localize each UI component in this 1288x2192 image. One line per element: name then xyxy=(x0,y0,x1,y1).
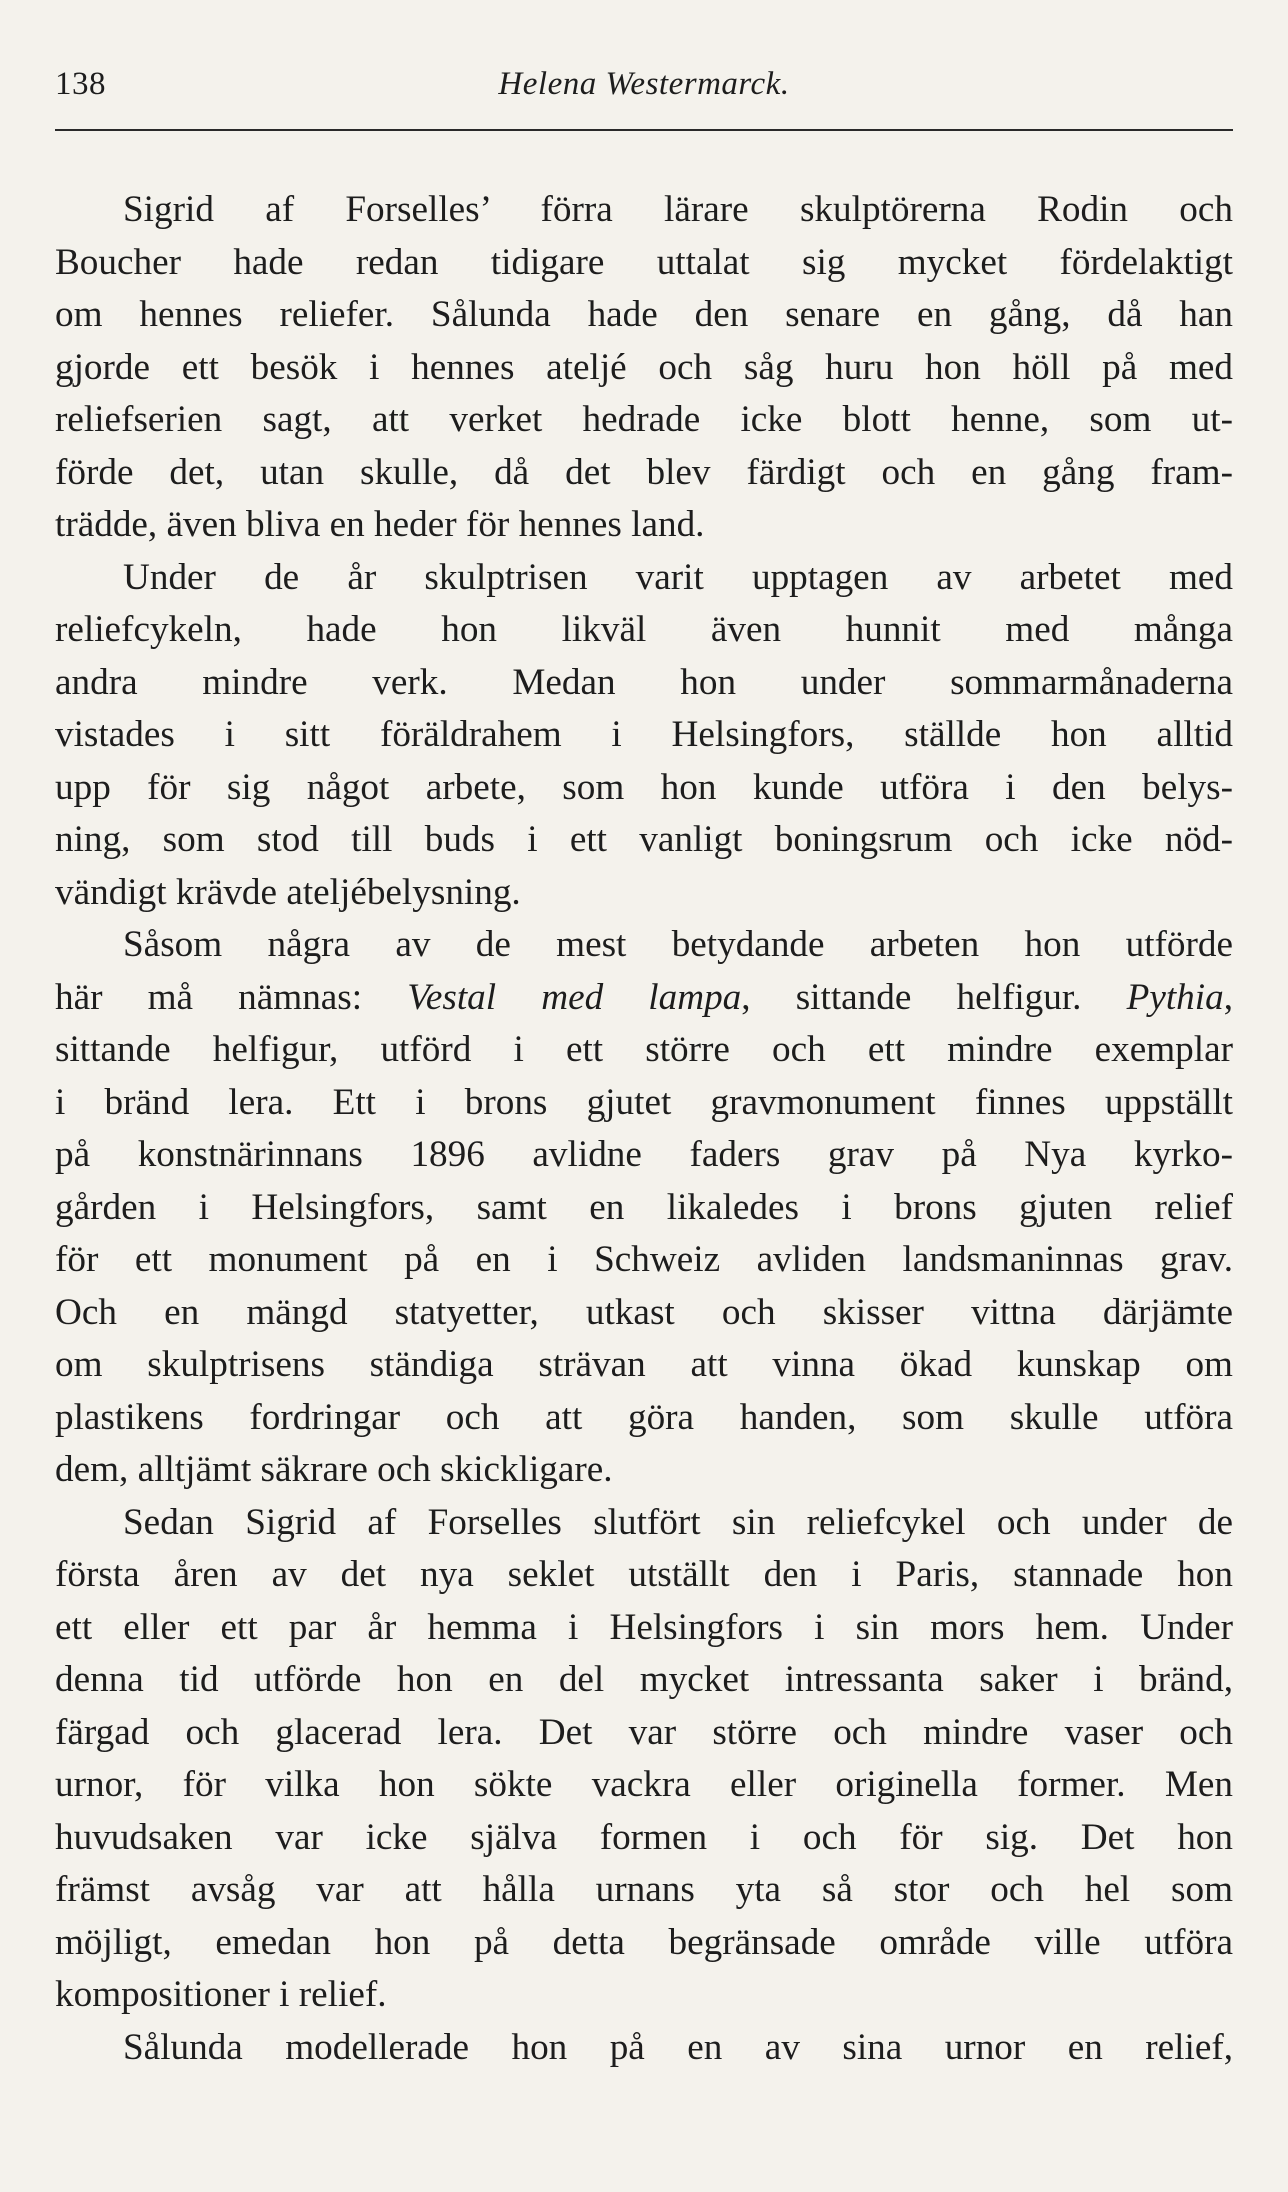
text-line: gården i Helsingfors, samt en likaledes i brons gjuten relief xyxy=(55,1186,1233,1228)
paragraph xyxy=(55,919,1233,1497)
text-line: dem, alltjämt säkrare och skickligare. xyxy=(55,1449,613,1490)
paragraph xyxy=(55,1497,1233,2022)
page-number: 138 xyxy=(55,66,106,102)
text-line: gjorde ett besök i hennes ateljé och såg huru hon höll på med xyxy=(55,346,1233,388)
text-line: förde det, utan skulle, då det blev färdigt och en gång fram- xyxy=(55,451,1233,493)
text-line: kompositioner i relief. xyxy=(55,1974,387,2015)
italic-title: Vestal med lampa xyxy=(407,976,742,1018)
text-line: första åren av det nya seklet utställt den i Paris, stannade hon xyxy=(55,1554,1233,1595)
text-line: sittande helfigur, utförd i ett större och ett mindre exemplar xyxy=(55,1029,1233,1070)
paragraph xyxy=(55,2022,1233,2075)
text-line: denna tid utförde hon en del mycket intressanta saker i bränd, xyxy=(55,1659,1233,1700)
italic-title: Pythia xyxy=(1126,976,1224,1018)
text-line: Sålunda modellerade hon på en av sina urnor en relief, xyxy=(123,2026,1233,2068)
text-line: färgad och glacerad lera. Det var större och mindre vaser och xyxy=(55,1711,1233,1753)
text-line: Sedan Sigrid af Forselles slutfört sin reliefcykel och under de xyxy=(123,1501,1233,1543)
text-line: vändigt krävde ateljébelysning. xyxy=(55,871,521,913)
paragraph xyxy=(55,184,1233,552)
body-text xyxy=(55,184,1233,2074)
text-line: plastikens fordringar och att göra handen, som skulle utföra xyxy=(55,1396,1233,1438)
text-line: möjligt, emedan hon på detta begränsade område ville utföra xyxy=(55,1921,1233,1963)
text-line: andra mindre verk. Medan hon under sommarmånaderna xyxy=(55,661,1233,703)
running-title: Helena Westermarck. xyxy=(498,66,790,102)
text-line: ning, som stod till buds i ett vanligt boningsrum och icke nöd- xyxy=(55,819,1233,860)
text-line: främst avsåg var att hålla urnans yta så stor och hel som xyxy=(55,1869,1233,1910)
text-line: på konstnärinnans 1896 avlidne faders grav på Nya kyrko- xyxy=(55,1134,1233,1175)
text-line: Och en mängd statyetter, utkast och skisser vittna därjämte xyxy=(55,1291,1233,1333)
paragraph xyxy=(55,552,1233,920)
text-line: för ett monument på en i Schweiz avliden landsmaninnas grav. xyxy=(55,1239,1233,1280)
text-line: här må nämnas: Vestal med lampa, sittande helfigur. Pythia, xyxy=(55,976,1233,1018)
text-line: om skulptrisens ständiga strävan att vinna ökad kunskap om xyxy=(55,1344,1233,1385)
text-line: om hennes reliefer. Sålunda hade den senare en gång, då han xyxy=(55,294,1233,335)
text-line: reliefserien sagt, att verket hedrade icke blott henne, som ut- xyxy=(55,399,1233,440)
text-line: Såsom några av de mest betydande arbeten hon utförde xyxy=(123,924,1233,965)
text-line: trädde, även bliva en heder för hennes land. xyxy=(55,504,705,545)
page-header xyxy=(55,60,1233,120)
text-line: huvudsaken var icke själva formen i och för sig. Det hon xyxy=(55,1816,1233,1858)
text-line: vistades i sitt föräldrahem i Helsingfors, ställde hon alltid xyxy=(55,714,1233,755)
text-line: ett eller ett par år hemma i Helsingfors i sin mors hem. Under xyxy=(55,1606,1233,1648)
header-rule xyxy=(55,129,1233,131)
text-line: Sigrid af Forselles’ förra lärare skulptörerna Rodin och xyxy=(123,189,1233,230)
text-line: urnor, för vilka hon sökte vackra eller originella former. Men xyxy=(55,1764,1233,1805)
text-line: upp för sig något arbete, som hon kunde utföra i den belys- xyxy=(55,766,1233,808)
text-line: i bränd lera. Ett i brons gjutet gravmonument finnes uppställt xyxy=(55,1081,1233,1123)
text-line: reliefcykeln, hade hon likväl även hunnit med många xyxy=(55,609,1233,650)
text-line: Under de år skulptrisen varit upptagen av arbetet med xyxy=(123,556,1233,598)
text-line: Boucher hade redan tidigare uttalat sig mycket fördelaktigt xyxy=(55,241,1233,283)
